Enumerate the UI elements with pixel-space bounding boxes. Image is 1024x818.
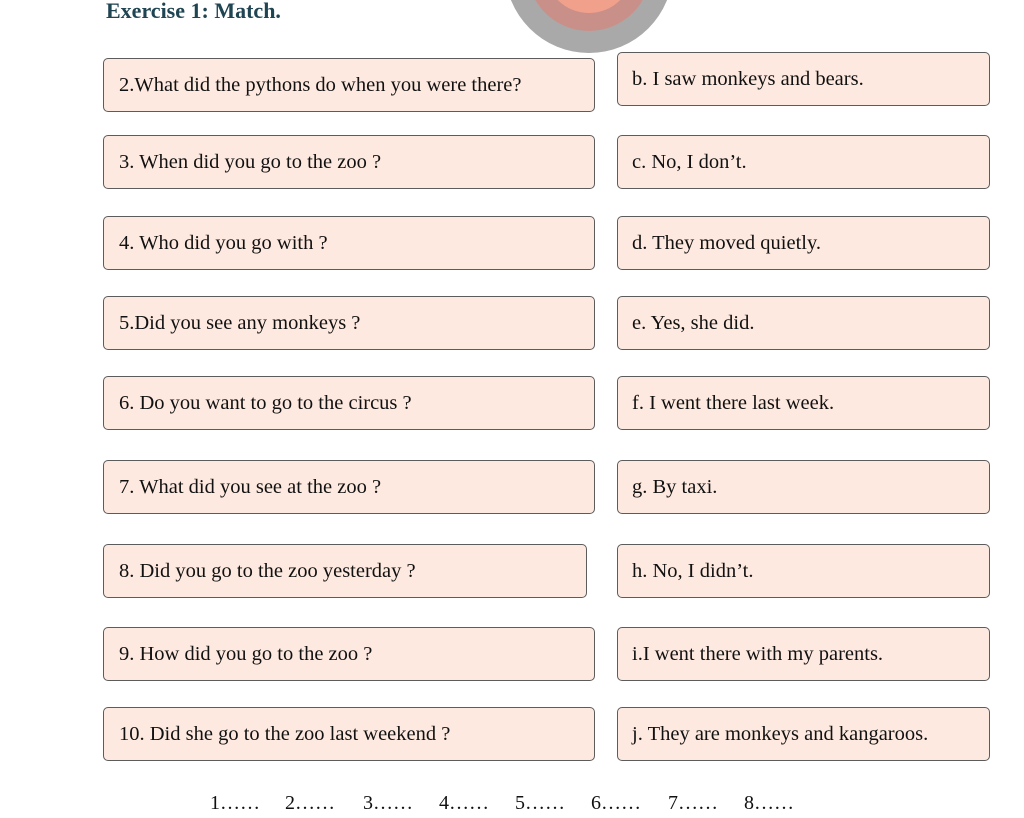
answer-blank: 7…… <box>668 792 718 814</box>
decorative-circle <box>505 0 673 53</box>
answer-box: f. I went there last week. <box>617 376 990 430</box>
answer-blank: 1…… <box>210 792 260 814</box>
answer-box: i.I went there with my parents. <box>617 627 990 681</box>
answer-box: b. I saw monkeys and bears. <box>617 52 990 106</box>
question-box: 7. What did you see at the zoo ? <box>103 460 595 514</box>
question-box: 6. Do you want to go to the circus ? <box>103 376 595 430</box>
answer-box: d. They moved quietly. <box>617 216 990 270</box>
answer-blanks-row <box>210 792 794 815</box>
answer-box: g. By taxi. <box>617 460 990 514</box>
answer-blank: 8…… <box>744 792 794 814</box>
answer-box: c. No, I don’t. <box>617 135 990 189</box>
question-box: 9. How did you go to the zoo ? <box>103 627 595 681</box>
answer-blank: 6…… <box>591 792 641 814</box>
question-box: 10. Did she go to the zoo last weekend ? <box>103 707 595 761</box>
answer-box: e. Yes, she did. <box>617 296 990 350</box>
exercise-title: Exercise 1: Match. <box>106 0 281 23</box>
question-box: 2.What did the pythons do when you were there? <box>103 58 595 112</box>
answer-blank: 3…… <box>363 792 413 814</box>
question-box: 3. When did you go to the zoo ? <box>103 135 595 189</box>
question-box: 4. Who did you go with ? <box>103 216 595 270</box>
answer-box: h. No, I didn’t. <box>617 544 990 598</box>
question-box: 8. Did you go to the zoo yesterday ? <box>103 544 587 598</box>
question-box: 5.Did you see any monkeys ? <box>103 296 595 350</box>
answer-blank: 4…… <box>439 792 489 814</box>
answer-blank: 5…… <box>515 792 565 814</box>
answer-blank: 2…… <box>285 792 335 814</box>
answer-box: j. They are monkeys and kangaroos. <box>617 707 990 761</box>
